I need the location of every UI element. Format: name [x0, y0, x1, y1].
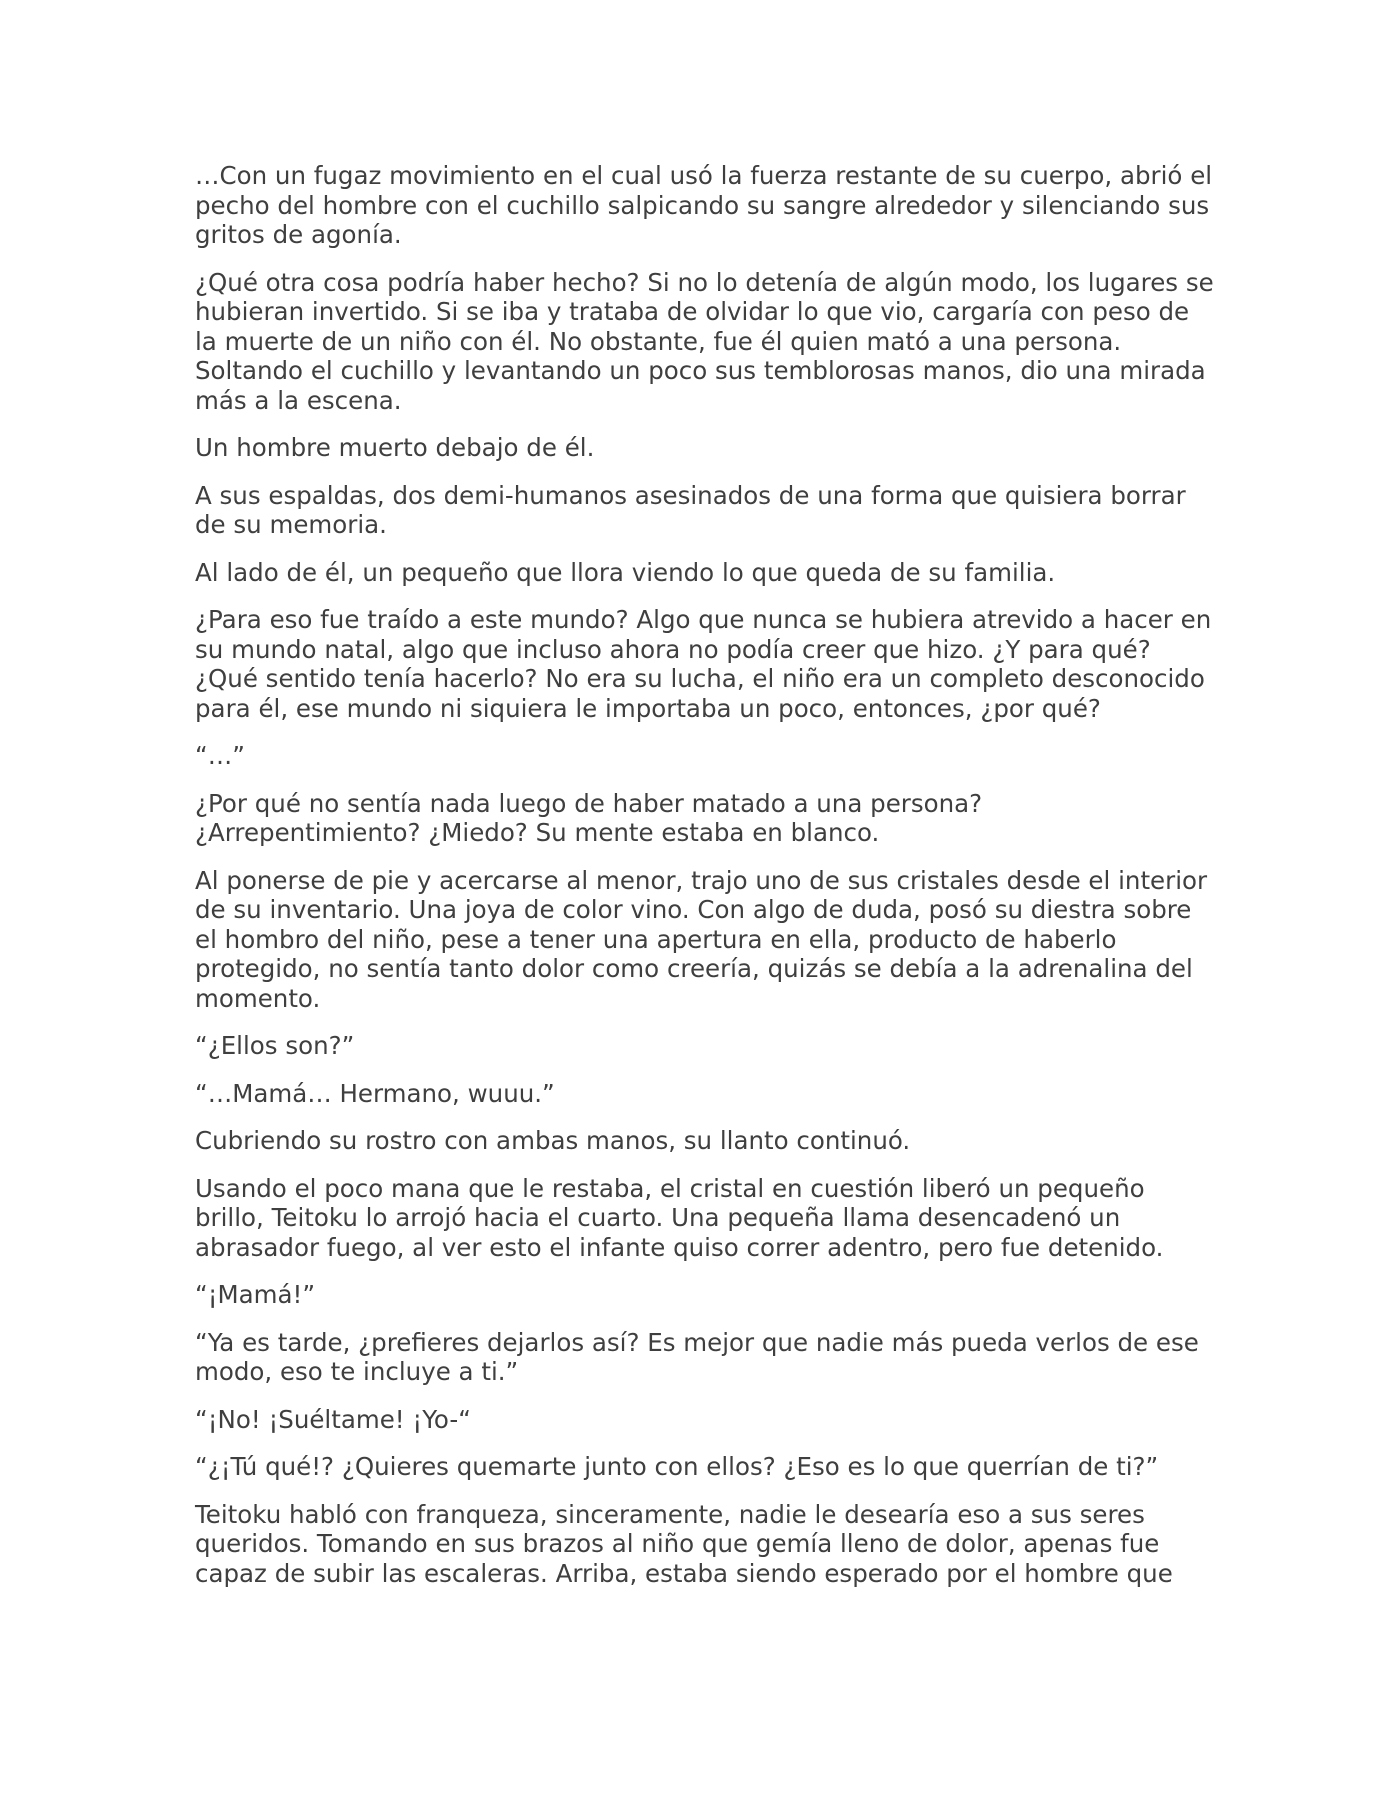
document-body	[195, 161, 1215, 1606]
paragraph: Un hombre muerto debajo de él.	[195, 433, 595, 462]
paragraph: Cubriendo su rostro con ambas manos, su llanto continuó.	[195, 1126, 911, 1155]
paragraph: “¿Ellos son?”	[195, 1031, 355, 1060]
paragraph: Al ponerse de pie y acercarse al menor, trajo uno de sus cristales desde el interior de su inventario. Una joya de color vino. Con algo de duda, posó su diestra sobre el hombro del niño, pese a tener una apertura en ella, producto de haberlo protegido, no sentía tanto dolor como creería, quizás se debía a la adrenalina del momento.	[195, 865, 1208, 1013]
paragraph: Teitoku habló con franqueza, sinceramente, nadie le desearía eso a sus seres queridos. Tomando en sus brazos al niño que gemía lleno de dolor, apenas fue capaz de subir las escaleras. Arriba, estaba siendo esperado por el hombre que	[195, 1499, 1173, 1588]
paragraph: ¿Para eso fue traído a este mundo? Algo que nunca se hubiera atrevido a hacer en su mundo natal, algo que incluso ahora no podía creer que hizo. ¿Y para qué? ¿Qué sentido tenía hacerlo? No era su lucha, el niño era un completo desconocido para él, ese mundo ni siquiera le importaba un poco, entonces, ¿por qué?	[195, 605, 1212, 723]
paragraph: “¡Mamá!”	[195, 1280, 316, 1309]
paragraph: “…Mamá… Hermano, wuuu.”	[195, 1078, 555, 1108]
paragraph: ¿Qué otra cosa podría haber hecho? Si no lo detenía de algún modo, los lugares se hubieran invertido. Si se iba y trataba de olvidar lo que vio, cargaría con peso de la muerte de un niño con él. No obstante, fue él quien mató a una persona. Soltando el cuchillo y levantando un poco sus temblorosas manos, dio una mirada más a la escena.	[195, 267, 1214, 415]
paragraph: A sus espaldas, dos demi-humanos asesinados de una forma que quisiera borrar de su memoria.	[195, 480, 1186, 539]
paragraph: …Con un fugaz movimiento en el cual usó la fuerza restante de su cuerpo, abrió el pecho del hombre con el cuchillo salpicando su sangre alrededor y silenciando sus gritos de agonía.	[195, 161, 1213, 249]
paragraph: Al lado de él, un pequeño que llora viendo lo que queda de su familia.	[195, 557, 1056, 587]
paragraph: “…”	[195, 741, 245, 770]
paragraph: “¿¡Tú qué!? ¿Quieres quemarte junto con ellos? ¿Eso es lo que querrían de ti?”	[195, 1452, 1159, 1481]
paragraph: Usando el poco mana que le restaba, el cristal en cuestión liberó un pequeño brillo, Teitoku lo arrojó hacia el cuarto. Una pequeña llama desencadenó un abrasador fuego, al ver esto el infante quiso correr adentro, pero fue detenido.	[195, 1173, 1164, 1262]
paragraph: “Ya es tarde, ¿prefieres dejarlos así? Es mejor que nadie más pueda verlos de ese modo, eso te incluye a ti.”	[195, 1327, 1199, 1386]
paragraph: ¿Por qué no sentía nada luego de haber matado a una persona? ¿Arrepentimiento? ¿Miedo? Su mente estaba en blanco.	[195, 788, 983, 847]
paragraph: “¡No! ¡Suéltame! ¡Yo-“	[195, 1404, 471, 1434]
